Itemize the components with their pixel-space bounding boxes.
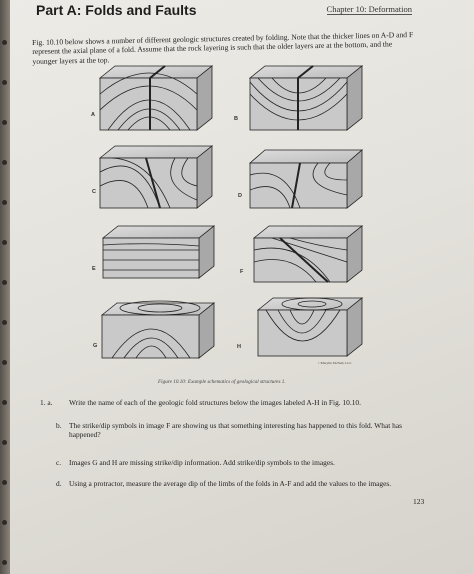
- question-1b-number: b.: [56, 421, 62, 430]
- block-b-diagram: [250, 66, 362, 130]
- figure-caption: Figure 10.10: Example schematics of geological structures 1.: [158, 379, 286, 385]
- block-e-diagram: [103, 226, 214, 278]
- figure-label-h: H: [237, 344, 241, 350]
- figure-label-g: G: [93, 343, 98, 349]
- intro-paragraph: Fig. 10.10 below shows a number of different geologic structures created by folding. Note that the thicker lines on A-D and F represent the axial plane of a fold. Assume that the rock layering is such that the older layers are at the bottom, and the younger layers at the top.: [32, 30, 414, 66]
- figure-credit: ©Marylin McNeil, LLC: [318, 361, 352, 365]
- question-1a-text: Write the name of each of the geologic fold structures below the images labeled A-H in Fig. 10.10.: [69, 398, 361, 407]
- block-f-diagram: [254, 226, 362, 282]
- question-1c-text: Images G and H are missing strike/dip information. Add strike/dip symbols to the images.: [69, 458, 335, 467]
- block-a-diagram: [100, 66, 212, 130]
- question-1a-number: 1. a.: [40, 398, 53, 407]
- question-1d-number: d.: [56, 479, 62, 488]
- block-h-diagram: [258, 298, 362, 356]
- block-c-diagram: [100, 146, 212, 208]
- figure-label-c: C: [92, 189, 96, 195]
- chapter-header: Chapter 10: Deformation: [326, 4, 412, 14]
- figure-label-b: B: [234, 116, 238, 122]
- question-1d-text: Using a protractor, measure the average dip of the limbs of the folds in A-F and add the values to the images.: [69, 479, 392, 488]
- block-g-diagram: [102, 301, 214, 358]
- figure-label-f: F: [240, 269, 244, 275]
- page-number: 123: [413, 497, 425, 506]
- question-1c-number: c.: [56, 458, 62, 467]
- question-1b-text: The strike/dip symbols in image F are showing us that something interesting has happened to this fold. What has happened?: [69, 421, 403, 440]
- block-d-diagram: [250, 150, 362, 208]
- figure-label-d: D: [238, 193, 242, 199]
- figure-label-a: A: [91, 112, 95, 118]
- section-title: Part A: Folds and Faults: [36, 2, 197, 18]
- figure-label-e: E: [92, 266, 96, 272]
